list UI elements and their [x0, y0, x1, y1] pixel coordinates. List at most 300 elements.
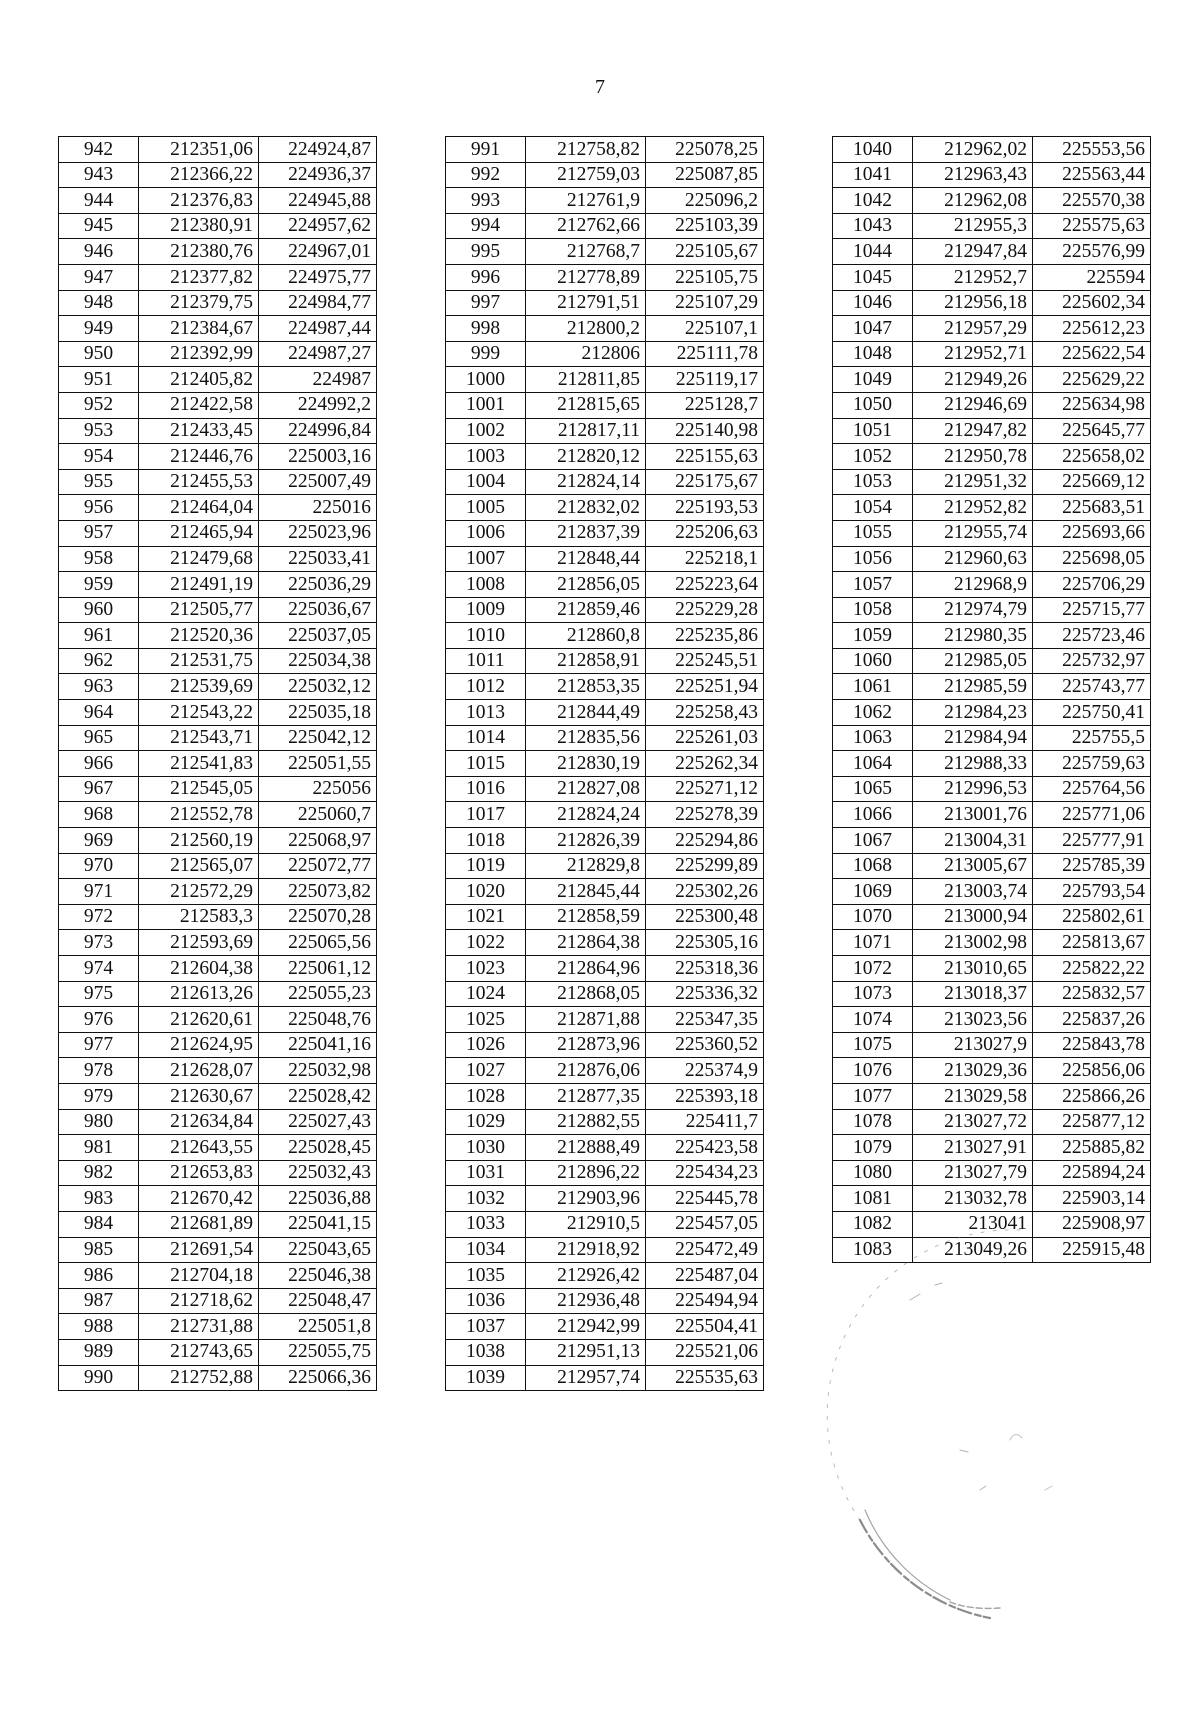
y-coordinate: 225318,36 [646, 956, 764, 982]
y-coordinate: 225553,56 [1033, 137, 1151, 163]
table-row [59, 316, 377, 342]
table-row [59, 213, 377, 239]
y-coordinate: 225494,94 [646, 1288, 764, 1314]
y-coordinate: 225903,14 [1033, 1186, 1151, 1212]
point-number: 1026 [446, 1032, 526, 1058]
table-row [446, 904, 764, 930]
x-coordinate: 212826,39 [526, 828, 646, 854]
y-coordinate: 225575,63 [1033, 213, 1151, 239]
x-coordinate: 212996,53 [913, 776, 1033, 802]
y-coordinate: 225693,66 [1033, 520, 1151, 546]
table-row [446, 776, 764, 802]
point-number: 952 [59, 392, 139, 418]
point-number: 957 [59, 520, 139, 546]
x-coordinate: 212643,55 [139, 1135, 259, 1161]
table-row [833, 930, 1151, 956]
point-number: 1043 [833, 213, 913, 239]
table-row [446, 674, 764, 700]
y-coordinate: 225374,9 [646, 1058, 764, 1084]
table-row [59, 137, 377, 163]
y-coordinate: 225051,8 [259, 1314, 377, 1340]
point-number: 943 [59, 162, 139, 188]
y-coordinate: 225035,18 [259, 700, 377, 726]
table-row [833, 853, 1151, 879]
y-coordinate: 225032,98 [259, 1058, 377, 1084]
x-coordinate: 212572,29 [139, 879, 259, 905]
point-number: 1039 [446, 1365, 526, 1391]
table-row [833, 367, 1151, 393]
y-coordinate: 225563,44 [1033, 162, 1151, 188]
x-coordinate: 212565,07 [139, 853, 259, 879]
table-row [833, 1032, 1151, 1058]
x-coordinate: 212985,59 [913, 674, 1033, 700]
table-row [446, 1083, 764, 1109]
coordinates-table-3 [832, 136, 1151, 1263]
x-coordinate: 212984,23 [913, 700, 1033, 726]
y-coordinate: 225111,78 [646, 341, 764, 367]
table-row [446, 1288, 764, 1314]
table-row [833, 239, 1151, 265]
x-coordinate: 212628,07 [139, 1058, 259, 1084]
table-row [833, 700, 1151, 726]
x-coordinate: 212859,46 [526, 597, 646, 623]
x-coordinate: 212949,26 [913, 367, 1033, 393]
x-coordinate: 212988,33 [913, 751, 1033, 777]
table-row [59, 623, 377, 649]
x-coordinate: 212974,79 [913, 597, 1033, 623]
x-coordinate: 212379,75 [139, 290, 259, 316]
y-coordinate: 225155,63 [646, 444, 764, 470]
y-coordinate: 225061,12 [259, 956, 377, 982]
table-row [833, 392, 1151, 418]
point-number: 1000 [446, 367, 526, 393]
table-row [446, 597, 764, 623]
point-number: 1044 [833, 239, 913, 265]
y-coordinate: 225096,2 [646, 188, 764, 214]
y-coordinate: 225028,45 [259, 1135, 377, 1161]
table-row [59, 725, 377, 751]
x-coordinate: 212963,43 [913, 162, 1033, 188]
x-coordinate: 212926,42 [526, 1263, 646, 1289]
point-number: 1003 [446, 444, 526, 470]
table-row [833, 751, 1151, 777]
table-row [446, 367, 764, 393]
table-row [59, 956, 377, 982]
y-coordinate: 225423,58 [646, 1135, 764, 1161]
y-coordinate: 225360,52 [646, 1032, 764, 1058]
x-coordinate: 212505,77 [139, 597, 259, 623]
point-number: 1008 [446, 572, 526, 598]
table-row [59, 392, 377, 418]
point-number: 986 [59, 1263, 139, 1289]
x-coordinate: 212815,65 [526, 392, 646, 418]
x-coordinate: 213049,26 [913, 1237, 1033, 1263]
x-coordinate: 213003,74 [913, 879, 1033, 905]
table-row [833, 137, 1151, 163]
y-coordinate: 225504,41 [646, 1314, 764, 1340]
x-coordinate: 212541,83 [139, 751, 259, 777]
table-row [446, 264, 764, 290]
y-coordinate: 225793,54 [1033, 879, 1151, 905]
table-row [59, 802, 377, 828]
table-row [59, 1263, 377, 1289]
table-row [59, 469, 377, 495]
point-number: 1079 [833, 1135, 913, 1161]
y-coordinate: 225072,77 [259, 853, 377, 879]
point-number: 1059 [833, 623, 913, 649]
point-number: 1052 [833, 444, 913, 470]
x-coordinate: 213041 [913, 1211, 1033, 1237]
y-coordinate: 225023,96 [259, 520, 377, 546]
x-coordinate: 212743,65 [139, 1339, 259, 1365]
x-coordinate: 212985,05 [913, 648, 1033, 674]
table-row [833, 1135, 1151, 1161]
x-coordinate: 212918,92 [526, 1237, 646, 1263]
y-coordinate: 225570,38 [1033, 188, 1151, 214]
y-coordinate: 225706,29 [1033, 572, 1151, 598]
point-number: 1078 [833, 1109, 913, 1135]
y-coordinate: 225612,23 [1033, 316, 1151, 342]
x-coordinate: 212446,76 [139, 444, 259, 470]
table-row [833, 956, 1151, 982]
point-number: 969 [59, 828, 139, 854]
point-number: 1017 [446, 802, 526, 828]
point-number: 1022 [446, 930, 526, 956]
x-coordinate: 212957,29 [913, 316, 1033, 342]
x-coordinate: 212951,13 [526, 1339, 646, 1365]
y-coordinate: 225003,16 [259, 444, 377, 470]
table-row [446, 725, 764, 751]
x-coordinate: 213005,67 [913, 853, 1033, 879]
point-number: 979 [59, 1083, 139, 1109]
table-row [59, 1083, 377, 1109]
y-coordinate: 225894,24 [1033, 1160, 1151, 1186]
point-number: 1047 [833, 316, 913, 342]
x-coordinate: 212620,61 [139, 1007, 259, 1033]
x-coordinate: 213027,72 [913, 1109, 1033, 1135]
x-coordinate: 212871,88 [526, 1007, 646, 1033]
point-number: 1056 [833, 546, 913, 572]
table-row [446, 495, 764, 521]
y-coordinate: 225223,64 [646, 572, 764, 598]
y-coordinate: 225764,56 [1033, 776, 1151, 802]
y-coordinate: 225658,02 [1033, 444, 1151, 470]
x-coordinate: 212761,9 [526, 188, 646, 214]
point-number: 1048 [833, 341, 913, 367]
y-coordinate: 225472,49 [646, 1237, 764, 1263]
point-number: 1057 [833, 572, 913, 598]
y-coordinate: 225056 [259, 776, 377, 802]
table-row [446, 1160, 764, 1186]
table-row [446, 1339, 764, 1365]
x-coordinate: 212837,39 [526, 520, 646, 546]
table-row [446, 546, 764, 572]
point-number: 1013 [446, 700, 526, 726]
x-coordinate: 212491,19 [139, 572, 259, 598]
x-coordinate: 212820,12 [526, 444, 646, 470]
y-coordinate: 225037,05 [259, 623, 377, 649]
table-row [833, 316, 1151, 342]
y-coordinate: 225261,03 [646, 725, 764, 751]
table-row [446, 1237, 764, 1263]
x-coordinate: 212759,03 [526, 162, 646, 188]
x-coordinate: 212873,96 [526, 1032, 646, 1058]
y-coordinate: 225750,41 [1033, 700, 1151, 726]
x-coordinate: 212960,63 [913, 546, 1033, 572]
y-coordinate: 225393,18 [646, 1083, 764, 1109]
y-coordinate: 225645,77 [1033, 418, 1151, 444]
point-number: 971 [59, 879, 139, 905]
table-row [446, 188, 764, 214]
y-coordinate: 225078,25 [646, 137, 764, 163]
x-coordinate: 213004,31 [913, 828, 1033, 854]
y-coordinate: 224924,87 [259, 137, 377, 163]
x-coordinate: 212543,71 [139, 725, 259, 751]
point-number: 1009 [446, 597, 526, 623]
table-row [833, 674, 1151, 700]
y-coordinate: 225759,63 [1033, 751, 1151, 777]
x-coordinate: 212868,05 [526, 981, 646, 1007]
y-coordinate: 225723,46 [1033, 623, 1151, 649]
point-number: 962 [59, 648, 139, 674]
y-coordinate: 225336,32 [646, 981, 764, 1007]
point-number: 1069 [833, 879, 913, 905]
y-coordinate: 225051,55 [259, 751, 377, 777]
point-number: 1063 [833, 725, 913, 751]
x-coordinate: 212718,62 [139, 1288, 259, 1314]
x-coordinate: 212380,91 [139, 213, 259, 239]
table-row [59, 751, 377, 777]
y-coordinate: 225027,43 [259, 1109, 377, 1135]
y-coordinate: 225087,85 [646, 162, 764, 188]
x-coordinate: 213027,79 [913, 1160, 1033, 1186]
x-coordinate: 212545,05 [139, 776, 259, 802]
x-coordinate: 213029,36 [913, 1058, 1033, 1084]
table-row [59, 546, 377, 572]
table-row [446, 802, 764, 828]
table-row [446, 444, 764, 470]
point-number: 964 [59, 700, 139, 726]
point-number: 999 [446, 341, 526, 367]
x-coordinate: 212630,67 [139, 1083, 259, 1109]
y-coordinate: 225036,29 [259, 572, 377, 598]
y-coordinate: 225055,75 [259, 1339, 377, 1365]
y-coordinate: 224992,2 [259, 392, 377, 418]
y-coordinate: 224967,01 [259, 239, 377, 265]
table-row [59, 1288, 377, 1314]
table-row [59, 162, 377, 188]
y-coordinate: 225048,76 [259, 1007, 377, 1033]
y-coordinate: 225305,16 [646, 930, 764, 956]
y-coordinate: 225457,05 [646, 1211, 764, 1237]
table-row [833, 802, 1151, 828]
x-coordinate: 212968,9 [913, 572, 1033, 598]
point-number: 1025 [446, 1007, 526, 1033]
point-number: 1027 [446, 1058, 526, 1084]
y-coordinate: 225885,82 [1033, 1135, 1151, 1161]
y-coordinate: 225278,39 [646, 802, 764, 828]
y-coordinate: 225070,28 [259, 904, 377, 930]
point-number: 982 [59, 1160, 139, 1186]
table-row [833, 444, 1151, 470]
x-coordinate: 212624,95 [139, 1032, 259, 1058]
table-row [59, 648, 377, 674]
table-row [59, 1007, 377, 1033]
table-row [59, 930, 377, 956]
table-row [446, 1109, 764, 1135]
y-coordinate: 225785,39 [1033, 853, 1151, 879]
point-number: 1035 [446, 1263, 526, 1289]
table-row [833, 648, 1151, 674]
y-coordinate: 225033,41 [259, 546, 377, 572]
x-coordinate: 212768,7 [526, 239, 646, 265]
point-number: 1042 [833, 188, 913, 214]
x-coordinate: 212552,78 [139, 802, 259, 828]
table-row [446, 623, 764, 649]
table-row [833, 1109, 1151, 1135]
y-coordinate: 224975,77 [259, 264, 377, 290]
y-coordinate: 225487,04 [646, 1263, 764, 1289]
table-row [833, 469, 1151, 495]
table-row [59, 904, 377, 930]
x-coordinate: 212858,91 [526, 648, 646, 674]
y-coordinate: 225036,67 [259, 597, 377, 623]
table-row [833, 418, 1151, 444]
point-number: 947 [59, 264, 139, 290]
x-coordinate: 212465,94 [139, 520, 259, 546]
point-number: 1062 [833, 700, 913, 726]
x-coordinate: 212351,06 [139, 137, 259, 163]
y-coordinate: 224936,37 [259, 162, 377, 188]
x-coordinate: 212950,78 [913, 444, 1033, 470]
table-row [59, 341, 377, 367]
table-row [59, 264, 377, 290]
x-coordinate: 212380,76 [139, 239, 259, 265]
table-row [59, 1365, 377, 1391]
x-coordinate: 212520,36 [139, 623, 259, 649]
x-coordinate: 212377,82 [139, 264, 259, 290]
y-coordinate: 225042,12 [259, 725, 377, 751]
y-coordinate: 225732,97 [1033, 648, 1151, 674]
table-row [59, 1211, 377, 1237]
y-coordinate: 225048,47 [259, 1288, 377, 1314]
point-number: 1083 [833, 1237, 913, 1263]
y-coordinate: 225300,48 [646, 904, 764, 930]
point-number: 954 [59, 444, 139, 470]
y-coordinate: 225683,51 [1033, 495, 1151, 521]
point-number: 987 [59, 1288, 139, 1314]
x-coordinate: 212860,8 [526, 623, 646, 649]
point-number: 1021 [446, 904, 526, 930]
x-coordinate: 212903,96 [526, 1186, 646, 1212]
table-row [446, 239, 764, 265]
x-coordinate: 212882,55 [526, 1109, 646, 1135]
point-number: 1016 [446, 776, 526, 802]
table-row [59, 239, 377, 265]
y-coordinate: 225036,88 [259, 1186, 377, 1212]
y-coordinate: 225046,38 [259, 1263, 377, 1289]
point-number: 1049 [833, 367, 913, 393]
y-coordinate: 225105,75 [646, 264, 764, 290]
y-coordinate: 225915,48 [1033, 1237, 1151, 1263]
point-number: 1081 [833, 1186, 913, 1212]
y-coordinate: 225032,12 [259, 674, 377, 700]
y-coordinate: 225347,35 [646, 1007, 764, 1033]
x-coordinate: 212952,7 [913, 264, 1033, 290]
y-coordinate: 225068,97 [259, 828, 377, 854]
y-coordinate: 225105,67 [646, 239, 764, 265]
x-coordinate: 212952,71 [913, 341, 1033, 367]
x-coordinate: 212962,08 [913, 188, 1033, 214]
y-coordinate: 225299,89 [646, 853, 764, 879]
table-row [833, 162, 1151, 188]
table-row [59, 1109, 377, 1135]
table-row [833, 495, 1151, 521]
table-row [833, 520, 1151, 546]
point-number: 944 [59, 188, 139, 214]
y-coordinate: 225055,23 [259, 981, 377, 1007]
point-number: 945 [59, 213, 139, 239]
point-number: 1046 [833, 290, 913, 316]
table-row [833, 1186, 1151, 1212]
x-coordinate: 213002,98 [913, 930, 1033, 956]
y-coordinate: 225060,7 [259, 802, 377, 828]
y-coordinate: 225411,7 [646, 1109, 764, 1135]
point-number: 965 [59, 725, 139, 751]
table-row [833, 1007, 1151, 1033]
x-coordinate: 212791,51 [526, 290, 646, 316]
table-row [833, 879, 1151, 905]
table-row [446, 1365, 764, 1391]
point-number: 1060 [833, 648, 913, 674]
y-coordinate: 225007,49 [259, 469, 377, 495]
table-row [833, 572, 1151, 598]
x-coordinate: 212778,89 [526, 264, 646, 290]
y-coordinate: 225235,86 [646, 623, 764, 649]
x-coordinate: 212422,58 [139, 392, 259, 418]
x-coordinate: 212936,48 [526, 1288, 646, 1314]
y-coordinate: 225866,26 [1033, 1083, 1151, 1109]
point-number: 976 [59, 1007, 139, 1033]
table-row [59, 495, 377, 521]
point-number: 984 [59, 1211, 139, 1237]
table-row [59, 879, 377, 905]
y-coordinate: 225016 [259, 495, 377, 521]
point-number: 990 [59, 1365, 139, 1391]
table-row [446, 1314, 764, 1340]
table-row [833, 597, 1151, 623]
table-row [59, 674, 377, 700]
table-row [833, 1237, 1151, 1263]
point-number: 1066 [833, 802, 913, 828]
table-row [833, 828, 1151, 854]
table-row [833, 1058, 1151, 1084]
y-coordinate: 225119,17 [646, 367, 764, 393]
y-coordinate: 224987,44 [259, 316, 377, 342]
point-number: 1032 [446, 1186, 526, 1212]
point-number: 1028 [446, 1083, 526, 1109]
x-coordinate: 212827,08 [526, 776, 646, 802]
table-row [833, 1160, 1151, 1186]
x-coordinate: 213032,78 [913, 1186, 1033, 1212]
point-number: 991 [446, 137, 526, 163]
y-coordinate: 225837,26 [1033, 1007, 1151, 1033]
x-coordinate: 212613,26 [139, 981, 259, 1007]
table-row [446, 392, 764, 418]
x-coordinate: 212433,45 [139, 418, 259, 444]
x-coordinate: 212858,59 [526, 904, 646, 930]
table-row [833, 623, 1151, 649]
